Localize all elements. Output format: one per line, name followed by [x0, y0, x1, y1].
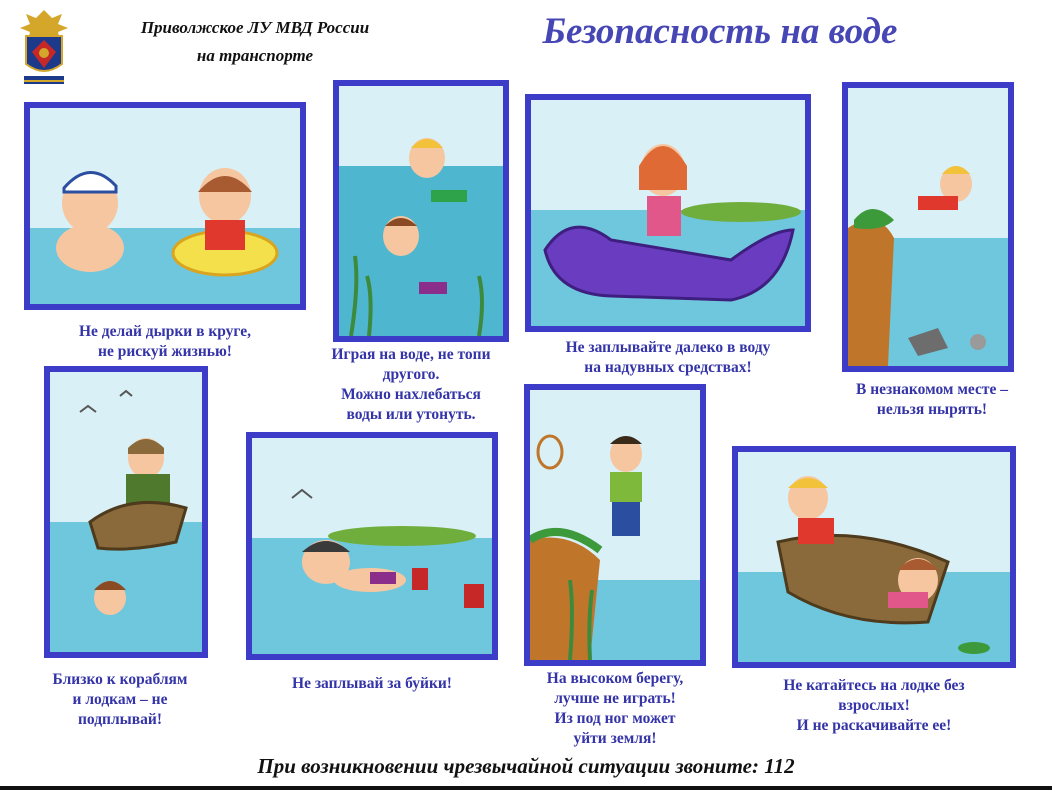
caption-line: Не заплывай за буйки!: [292, 675, 452, 692]
organization-line-1: Приволжское ЛУ МВД России: [140, 18, 370, 37]
bottom-divider: [0, 786, 1052, 790]
high-bank-illustration: [530, 390, 700, 660]
caption-line: Из под ног может: [554, 710, 676, 727]
caption-line: взрослых!: [838, 697, 910, 714]
rocking-boat-illustration: [738, 452, 1010, 662]
caption-line: подплывай!: [77, 711, 163, 728]
swim-ring-illustration: [30, 108, 300, 304]
caption-line: Можно нахлебаться: [341, 386, 481, 403]
caption-line: Не катайтесь на лодке без: [783, 677, 965, 694]
panel-diving: [842, 82, 1014, 372]
diving-illustration: [848, 88, 1008, 366]
caption-high-bank: [510, 669, 720, 749]
caption-line: нельзя нырять!: [876, 401, 988, 418]
caption-diving: [822, 380, 1042, 420]
inflatable-mattress-illustration: [531, 100, 805, 326]
drowning-game-illustration: [339, 86, 503, 336]
caption-swim-ring: [24, 322, 306, 362]
caption-line: Близко к кораблям: [52, 671, 188, 688]
panel-drowning-game: [333, 80, 509, 342]
caption-line: на надувных средствах!: [584, 359, 752, 376]
panel-swim-ring: [24, 102, 306, 310]
caption-line: Не делай дырки в круге,: [78, 323, 251, 340]
caption-line: воды или утонуть.: [346, 406, 476, 423]
organization-name: [100, 14, 410, 70]
caption-line: не рискуй жизнью!: [98, 343, 232, 360]
police-emblem-icon: [16, 6, 72, 88]
caption-line: Играя на воде, не топи: [331, 346, 491, 363]
caption-line: В незнакомом месте –: [856, 381, 1008, 398]
caption-line: Не заплывайте далеко в воду: [565, 339, 771, 356]
emergency-call-notice: При возникновении чрезвычайной ситуации звоните: 112: [257, 754, 795, 778]
caption-rocking-boat: [732, 676, 1016, 736]
caption-line: На высоком берегу,: [546, 670, 684, 687]
caption-line: уйти земля!: [573, 730, 657, 747]
buoys-illustration: [252, 438, 492, 654]
panel-inflatable-mattress: [525, 94, 811, 332]
panel-buoys: [246, 432, 498, 660]
caption-line: лучше не играть!: [554, 690, 676, 707]
caption-line: И не раскачивайте ее!: [796, 717, 952, 734]
caption-line: и лодкам – не: [72, 691, 168, 708]
caption-drowning-game: [306, 345, 516, 425]
caption-buoys: [246, 674, 498, 694]
caption-boat: [20, 670, 220, 730]
organization-line-2: на транспорте: [196, 46, 314, 65]
boat-illustration: [50, 372, 202, 652]
caption-inflatable-mattress: [525, 338, 811, 378]
page-title: Безопасность на воде: [542, 11, 898, 52]
panel-rocking-boat: [732, 446, 1016, 668]
caption-line: другого.: [382, 366, 440, 383]
panel-boat: [44, 366, 208, 658]
panel-high-bank: [524, 384, 706, 666]
